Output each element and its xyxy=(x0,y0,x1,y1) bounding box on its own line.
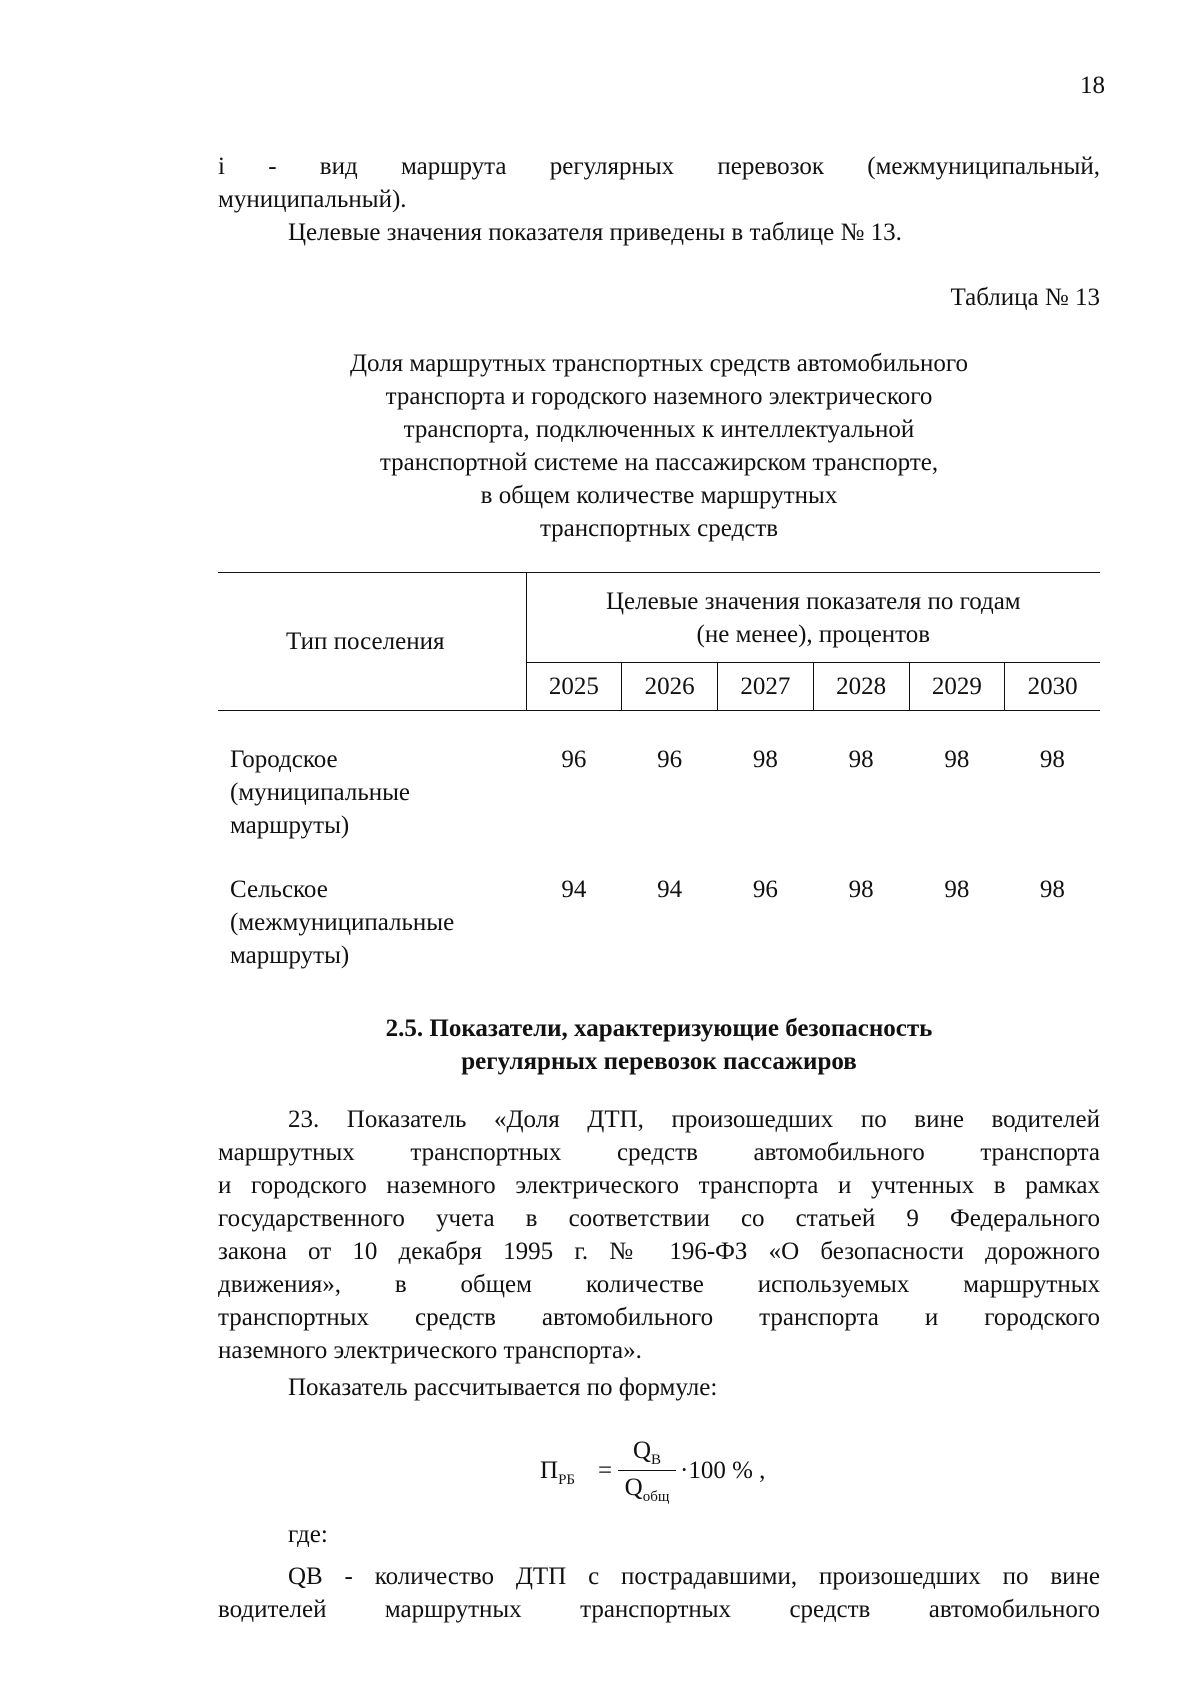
formula-den-subscript: общ xyxy=(642,1489,670,1505)
table-title-line: транспортных средств xyxy=(539,515,779,542)
formula xyxy=(540,1435,820,1505)
table-title-line: Доля маршрутных транспортных средств автомобильного xyxy=(349,350,969,377)
formula-num-symbol: Q xyxy=(632,1437,652,1464)
value-cell: 98 xyxy=(752,746,778,773)
row-label-line: Сельское xyxy=(230,876,328,903)
formula-lhs-symbol: П xyxy=(540,1457,559,1484)
paragraph-line: и городского наземного электрического транспорта и учтенных в рамках xyxy=(218,1172,1100,1199)
value-cell: 96 xyxy=(657,746,683,773)
paragraph-23 xyxy=(218,1103,1100,1367)
page-number: 18 xyxy=(1080,72,1105,99)
formula-num-subscript: В xyxy=(651,1452,662,1468)
fraction-bar xyxy=(618,1470,676,1471)
paragraph-line: транспортных средств автомобильного транспорта и городского xyxy=(218,1304,1100,1331)
definition xyxy=(218,1560,1100,1626)
table-title-line: транспорта и городского наземного электрического xyxy=(385,383,933,410)
row-label-line: Городское xyxy=(230,746,338,773)
formula-lhs xyxy=(540,1457,575,1489)
years-group-header-line-2: (не менее), процентов xyxy=(696,620,931,648)
section-heading-line-2: регулярных перевозок пассажиров xyxy=(461,1048,857,1075)
definition-line: водителей маршрутных транспортных средств автомобильного xyxy=(218,1596,1100,1623)
row-label xyxy=(218,842,526,972)
value-cell: 96 xyxy=(752,876,778,903)
formula-denominator xyxy=(618,1474,676,1506)
table-row xyxy=(218,711,1100,843)
year-header: 2029 xyxy=(909,663,1005,711)
paragraph-line: государственного учета в соответствии со статьей 9 Федерального xyxy=(218,1205,1100,1232)
target-values-table xyxy=(218,572,1100,972)
intro-line-2: муниципальный). xyxy=(218,186,407,213)
row-label-line: маршруты) xyxy=(230,942,350,969)
years-group-header-line-1: Целевые значения показателя по годам xyxy=(605,587,1021,615)
row-label-line: маршруты) xyxy=(230,812,350,839)
value-cell: 94 xyxy=(561,876,587,903)
years-group-header xyxy=(526,573,1100,663)
paragraph-line: движения», в общем количестве используемых маршрутных xyxy=(218,1271,1100,1298)
section-heading xyxy=(218,1012,1100,1078)
paragraph-line: 23. Показатель «Доля ДТП, произошедших по вине водителей xyxy=(288,1106,1100,1133)
settlement-type-header-text: Тип поселения xyxy=(286,628,445,655)
year-header: 2025 xyxy=(526,663,622,711)
year-header: 2027 xyxy=(718,663,814,711)
paragraph-line: наземного электрического транспорта». xyxy=(218,1337,642,1364)
intro-line-1: i - вид маршрута регулярных перевозок (межмуниципальный, xyxy=(218,153,1100,180)
where-label: где: xyxy=(288,1521,328,1548)
formula-numerator xyxy=(618,1437,676,1467)
formula-fraction xyxy=(618,1437,676,1506)
value-cell: 96 xyxy=(561,746,587,773)
table-title xyxy=(218,347,1100,545)
value-cell: 98 xyxy=(1039,746,1065,773)
table-label: Таблица № 13 xyxy=(950,284,1100,311)
formula-tail: ·100 % , xyxy=(680,1457,766,1484)
section-heading-line-1: 2.5. Показатели, характеризующие безопасность xyxy=(385,1015,933,1042)
value-cell: 98 xyxy=(944,876,970,903)
paragraph-line: маршрутных транспортных средств автомобильного транспорта xyxy=(218,1139,1100,1166)
paragraph-line: закона от 10 декабря 1995 г. № 196-ФЗ «О безопасности дорожного xyxy=(218,1238,1100,1265)
row-label-line: (муниципальные xyxy=(230,779,411,806)
target-note: Целевые значения показателя приведены в таблице № 13. xyxy=(288,219,902,246)
year-header: 2028 xyxy=(813,663,909,711)
formula-lhs-subscript: РБ xyxy=(558,1472,576,1488)
formula-equals: = xyxy=(598,1457,613,1484)
table-row xyxy=(218,842,1100,972)
year-header: 2026 xyxy=(622,663,718,711)
table-title-line: транспортной системе на пассажирском транспорте, xyxy=(379,449,939,476)
formula-intro: Показатель рассчитывается по формуле: xyxy=(288,1374,718,1401)
formula-den-symbol: Q xyxy=(624,1474,643,1501)
definition-line: QВ - количество ДТП с пострадавшими, произошедших по вине xyxy=(288,1563,1100,1590)
value-cell: 98 xyxy=(848,746,874,773)
value-cell: 98 xyxy=(1039,876,1065,903)
row-label xyxy=(218,711,526,843)
row-label-line: (межмуниципальные xyxy=(230,909,455,936)
settlement-type-header xyxy=(218,573,526,711)
table-title-line: в общем количестве маршрутных xyxy=(480,482,838,509)
value-cell: 94 xyxy=(657,876,683,903)
year-header: 2030 xyxy=(1005,663,1100,711)
value-cell: 98 xyxy=(848,876,874,903)
table-title-line: транспорта, подключенных к интеллектуальной xyxy=(403,416,915,443)
value-cell: 98 xyxy=(944,746,970,773)
